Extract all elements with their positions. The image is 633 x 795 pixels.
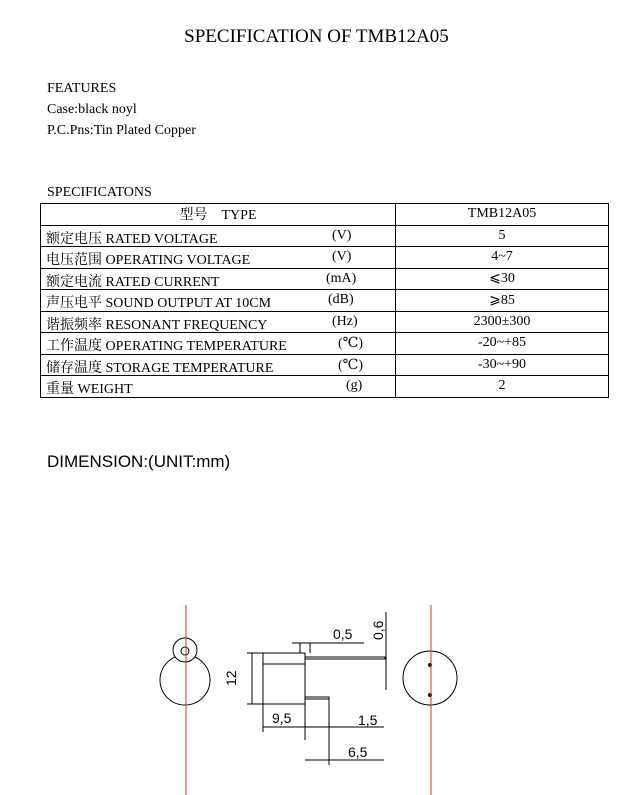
row-unit: (V) — [332, 227, 352, 243]
pin-upper — [305, 657, 385, 659]
row-name: 电压范围 OPERATING VOLTAGE — [46, 253, 251, 268]
row-unit: (dB) — [328, 292, 354, 307]
label-0-6: 0,6 — [370, 620, 386, 640]
features-heading: FEATURES — [47, 81, 117, 96]
row-unit: (℃) — [338, 336, 363, 351]
table-row — [41, 333, 609, 355]
row-name: 重量 WEIGHT — [46, 382, 133, 397]
row-value: ⩾85 — [396, 290, 609, 312]
row-name: 额定电流 RATED CURRENT — [46, 274, 220, 290]
header-value: TMB12A05 — [396, 204, 609, 226]
label-12: 12 — [223, 670, 239, 686]
page-title: SPECIFICATION OF TMB12A05 — [184, 26, 449, 47]
row-name: 工作温度 OPERATING TEMPERATURE — [46, 339, 287, 354]
row-unit: (g) — [346, 378, 363, 393]
row-unit: (mA) — [326, 270, 357, 286]
label-9-5: 9,5 — [272, 710, 292, 726]
table-row — [41, 354, 609, 376]
table-row — [41, 268, 609, 290]
row-value: 4~7 — [396, 247, 609, 269]
label-1-5: 1,5 — [358, 712, 378, 728]
label-0-5: 0,5 — [333, 626, 353, 642]
row-value: 2300±300 — [396, 311, 609, 333]
specifications-heading: SPECIFICATONS — [47, 185, 152, 200]
table-row — [41, 311, 609, 333]
row-name: 谐振频率 RESONANT FREQUENCY — [46, 317, 268, 333]
row-value: -30~+90 — [396, 354, 609, 376]
table-row — [41, 247, 609, 269]
table-row — [41, 225, 609, 247]
top-view-tab — [173, 638, 197, 662]
features-case: Case:black noyl — [47, 102, 137, 117]
dimension-drawing — [0, 595, 633, 795]
row-value: 2 — [396, 376, 609, 398]
label-6-5: 6,5 — [348, 744, 368, 760]
header-param — [41, 204, 396, 226]
dim-1-5 — [305, 699, 384, 765]
row-name: 额定电压 RATED VOLTAGE — [46, 231, 218, 247]
row-unit: (Hz) — [332, 313, 358, 329]
row-name: 声压电平 SOUND OUTPUT AT 10CM — [46, 296, 272, 311]
row-value: 5 — [396, 225, 609, 247]
side-view-body — [263, 653, 305, 704]
side-view — [263, 643, 385, 704]
pin-lower — [305, 697, 329, 699]
header-param-text: 型号 TYPE — [179, 208, 257, 224]
bottom-view — [403, 651, 457, 705]
spec-table — [40, 203, 609, 398]
table-header-row — [41, 204, 609, 226]
dim-12 — [247, 653, 263, 704]
row-value: -20~+85 — [396, 333, 609, 355]
row-value: ⩽30 — [396, 268, 609, 290]
top-view — [160, 638, 210, 705]
row-unit: (V) — [332, 249, 352, 264]
row-unit: (℃) — [338, 357, 363, 373]
features-pins: P.C.Pns:Tin Plated Copper — [47, 123, 196, 138]
dimension-heading: DIMENSION:(UNIT:mm) — [47, 452, 231, 471]
table-row — [41, 376, 609, 398]
table-row — [41, 290, 609, 312]
row-name: 储存温度 STORAGE TEMPERATURE — [46, 360, 274, 376]
